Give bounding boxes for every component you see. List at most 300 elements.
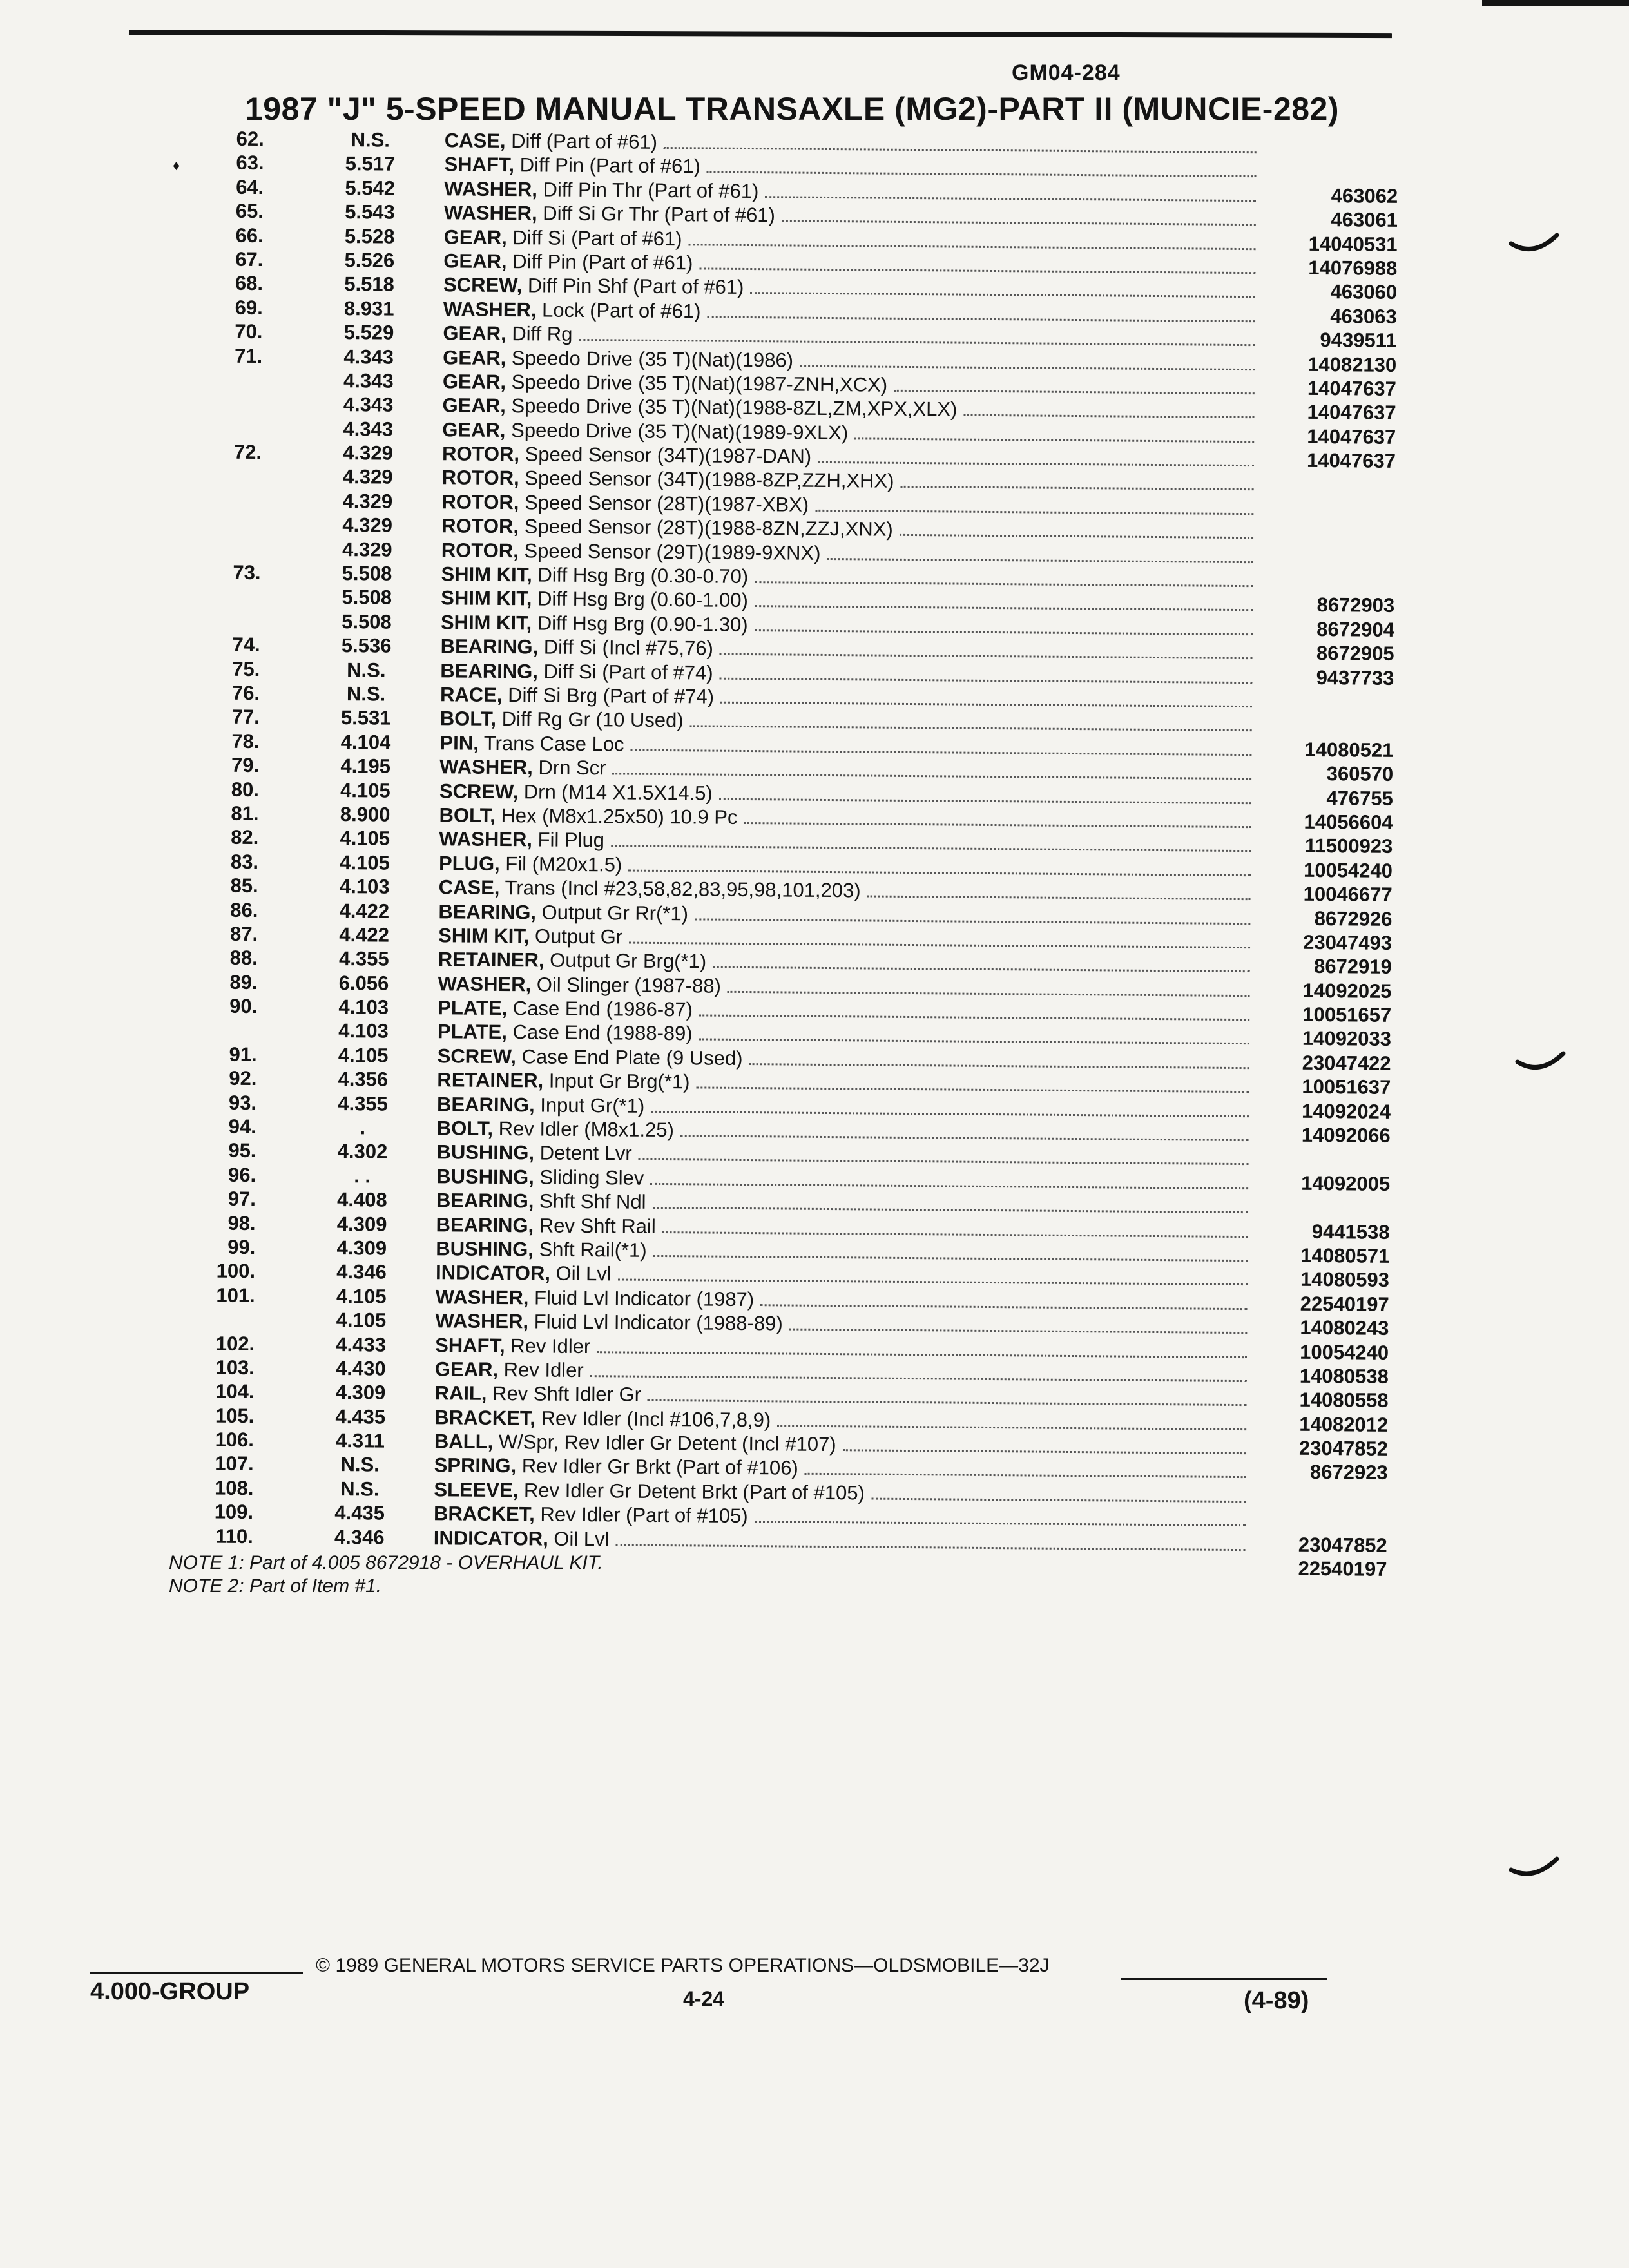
part-name: WASHER, — [444, 177, 538, 201]
part-number: 14047637 — [1307, 376, 1396, 400]
part-number: 14080593 — [1300, 1268, 1390, 1292]
item-number: 98. — [227, 1211, 256, 1235]
dot-leader — [760, 1304, 1248, 1310]
part-detail: Case End (1986-87) — [512, 997, 693, 1021]
group-number: . — [360, 1116, 366, 1139]
part-name: WASHER, — [443, 201, 537, 225]
dot-leader — [800, 365, 1255, 370]
group-number: 4.355 — [338, 947, 389, 970]
dot-leader — [871, 1497, 1246, 1503]
group-number: 4.105 — [340, 850, 390, 874]
part-detail: Diff Hsg Brg (0.30-0.70) — [537, 563, 749, 588]
group-number: N.S. — [340, 1477, 380, 1501]
part-name: INDICATOR, — [433, 1526, 548, 1550]
dot-leader — [662, 1231, 1248, 1238]
part-number — [1260, 544, 1395, 546]
part-number: 14080243 — [1300, 1316, 1389, 1340]
item-number: 71. — [234, 344, 263, 367]
dot-leader — [639, 1158, 1249, 1165]
dot-leader — [720, 653, 1253, 659]
group-number: 4.343 — [343, 369, 394, 392]
part-name: GEAR, — [442, 418, 506, 441]
stray-mark-icon: ♦ — [173, 157, 180, 173]
part-number: 8672903 — [1316, 593, 1395, 617]
dot-leader — [755, 581, 1253, 587]
part-detail: Sliding Slev — [539, 1166, 644, 1189]
part-name: BEARING, — [436, 1213, 534, 1237]
part-name: CASE, — [444, 129, 506, 153]
note-1: NOTE 1: Part of 4.005 8672918 - OVERHAUL KIT. — [169, 1552, 603, 1573]
part-number: 9441538 — [1311, 1220, 1390, 1244]
part-name: BALL, — [434, 1430, 494, 1454]
part-number — [1263, 135, 1398, 136]
part-number: 14080521 — [1304, 738, 1394, 762]
part-detail: Speed Sensor (28T)(1987-XBX) — [524, 491, 809, 516]
part-detail: Diff Pin Thr (Part of #61) — [543, 178, 759, 202]
part-name: BRACKET, — [434, 1405, 536, 1430]
group-number: 5.508 — [342, 586, 392, 610]
part-number: 360570 — [1326, 762, 1394, 786]
footer-rule-right — [1121, 1978, 1327, 1980]
group-number: 5.526 — [344, 249, 395, 272]
part-detail: Rev Shft Idler Gr — [492, 1382, 642, 1407]
dot-leader — [690, 726, 1252, 732]
part-name: BEARING, — [436, 1189, 534, 1213]
part-number — [1258, 713, 1394, 715]
group-number: 4.343 — [343, 417, 394, 441]
dot-leader — [579, 339, 1255, 346]
part-name: SPRING, — [434, 1454, 517, 1477]
footer-group: 4.000-GROUP — [90, 1978, 250, 2005]
dot-leader — [707, 316, 1255, 322]
part-number: 23047493 — [1303, 930, 1393, 954]
part-name: SLEEVE, — [434, 1478, 519, 1502]
dot-leader — [755, 1521, 1246, 1526]
dot-leader — [653, 1255, 1248, 1262]
group-number: 4.103 — [338, 1019, 389, 1043]
part-number — [1260, 568, 1395, 570]
part-name: GEAR, — [442, 394, 506, 418]
item-number: 107. — [215, 1452, 254, 1475]
part-detail: Fluid Lvl Indicator (1988-89) — [534, 1310, 783, 1335]
part-name: GEAR, — [443, 249, 507, 273]
dot-leader — [696, 1087, 1249, 1093]
part-name: GEAR, — [443, 345, 506, 369]
part-detail: Rev Idler Gr Brkt (Part of #106) — [521, 1454, 798, 1480]
group-number: 4.105 — [336, 1309, 387, 1332]
part-detail: Rev Idler — [510, 1334, 591, 1358]
group-number: . . — [354, 1164, 371, 1187]
part-number: 8672919 — [1313, 955, 1392, 979]
part-number: 14082012 — [1299, 1412, 1389, 1436]
part-name: BOLT, — [436, 1117, 494, 1140]
part-name: SCREW, — [437, 1044, 517, 1068]
part-number: 10051657 — [1302, 1003, 1392, 1026]
group-number: 5.536 — [341, 634, 392, 657]
part-detail: Case End (1988-89) — [512, 1021, 693, 1045]
item-number: 86. — [230, 898, 258, 921]
group-number: 8.931 — [343, 296, 394, 320]
group-number: 4.422 — [339, 899, 390, 923]
part-number: 10054240 — [1303, 858, 1393, 882]
top-rule — [129, 30, 1392, 38]
dot-leader — [664, 147, 1257, 153]
group-number: 4.103 — [339, 875, 390, 898]
part-name: ROTOR, — [441, 514, 519, 538]
part-number: 14056604 — [1304, 810, 1393, 834]
dot-leader — [650, 1183, 1248, 1189]
part-detail: Input Gr Brg(*1) — [548, 1069, 690, 1093]
dot-leader — [699, 1039, 1249, 1045]
item-number: 74. — [232, 633, 260, 657]
part-detail: Diff Si (Part of #74) — [543, 660, 713, 684]
part-number: 14092066 — [1301, 1123, 1391, 1147]
part-detail: Hex (M8x1.25x50) 10.9 Pc — [501, 803, 738, 829]
check-mark-icon — [1508, 1856, 1559, 1881]
item-number: 100. — [216, 1259, 256, 1283]
item-number: 99. — [227, 1235, 256, 1259]
dot-leader — [789, 1329, 1248, 1334]
group-number: 5.529 — [343, 321, 394, 344]
item-number — [172, 391, 262, 392]
part-name: WASHER, — [439, 827, 533, 851]
group-number: 6.056 — [338, 971, 389, 995]
group-number: 4.408 — [336, 1188, 387, 1211]
dot-leader — [629, 941, 1250, 948]
group-number: 4.430 — [335, 1356, 386, 1380]
dot-leader — [765, 196, 1256, 202]
part-detail: Fluid Lvl Indicator (1987) — [534, 1286, 755, 1311]
check-mark-icon — [1508, 232, 1559, 258]
group-number: 5.542 — [345, 176, 396, 200]
part-detail: Diff Si (Incl #75,76) — [543, 635, 714, 660]
part-name: PIN, — [439, 731, 479, 754]
dot-leader — [805, 1473, 1246, 1478]
part-detail: Trans (Incl #23,58,82,83,95,98,101,203) — [505, 876, 861, 902]
part-name: BUSHING, — [436, 1237, 534, 1261]
part-number: 14092024 — [1301, 1099, 1391, 1123]
group-number — [311, 1549, 408, 1550]
dot-leader — [618, 1279, 1248, 1286]
part-name: ROTOR, — [441, 490, 519, 514]
item-number: 95. — [228, 1139, 256, 1162]
part-number: 9437733 — [1316, 666, 1394, 689]
part-name: SHIM KIT, — [438, 924, 530, 948]
part-number: 14047637 — [1307, 425, 1396, 448]
part-number: 8672904 — [1316, 617, 1395, 641]
group-number: 4.356 — [338, 1068, 389, 1091]
part-name: RAIL, — [434, 1381, 487, 1405]
group-number: 4.343 — [343, 345, 394, 369]
part-name: BUSHING, — [436, 1140, 535, 1164]
part-detail: W/Spr, Rev Idler Gr Detent (Incl #107) — [498, 1430, 836, 1456]
page-title: 1987 "J" 5-SPEED MANUAL TRANSAXLE (MG2)-PART II (MUNCIE-282) — [245, 91, 1340, 127]
part-name: SHAFT, — [444, 153, 515, 177]
item-number: 91. — [229, 1043, 257, 1066]
group-number: 4.105 — [340, 778, 390, 802]
dot-leader — [755, 629, 1253, 635]
part-number: 10054240 — [1300, 1340, 1389, 1364]
dot-leader — [613, 773, 1252, 780]
item-number: 83. — [230, 850, 259, 873]
group-number: 4.105 — [340, 827, 390, 850]
part-number: 23047852 — [1298, 1436, 1389, 1460]
group-number: 4.422 — [339, 923, 390, 947]
dot-leader — [652, 1207, 1248, 1213]
group-number: N.S. — [347, 658, 386, 682]
item-number: 110. — [215, 1524, 253, 1548]
part-detail: Diff Si (Part of #61) — [512, 226, 682, 250]
part-detail: Rev Shft Rail — [539, 1214, 656, 1238]
group-number: 4.329 — [342, 537, 392, 561]
part-name: RETAINER, — [438, 948, 545, 972]
part-detail: Rev Idler — [503, 1358, 584, 1381]
dot-leader — [755, 606, 1253, 611]
part-detail: Detent Lvr — [539, 1141, 632, 1166]
part-name: WASHER, — [443, 298, 537, 322]
part-number: 10051637 — [1302, 1075, 1391, 1099]
footer-copyright: © 1989 GENERAL MOTORS SERVICE PARTS OPERATIONS—OLDSMOBILE—32J — [316, 1955, 1050, 1976]
part-detail: Output Gr Brg(*1) — [550, 948, 707, 973]
dot-leader — [651, 1110, 1249, 1117]
group-number: 4.343 — [343, 393, 394, 416]
item-number — [170, 608, 260, 609]
dot-leader — [699, 1015, 1249, 1021]
group-number: 4.302 — [337, 1140, 388, 1164]
group-number: 4.309 — [336, 1212, 387, 1236]
group-number: 4.329 — [342, 514, 393, 537]
group-number: 4.433 — [336, 1332, 387, 1356]
part-name: SHIM KIT, — [441, 586, 532, 610]
dot-leader — [843, 1449, 1246, 1454]
dot-leader — [900, 534, 1253, 539]
dot-leader — [707, 171, 1257, 178]
part-detail: Output Gr — [534, 925, 623, 948]
dot-leader — [720, 702, 1252, 707]
dot-leader — [818, 461, 1254, 466]
dot-leader — [628, 869, 1251, 876]
item-number: 101. — [216, 1283, 255, 1307]
part-number — [1252, 1508, 1387, 1509]
item-number: 72. — [233, 440, 262, 464]
part-detail: Rev Idler (Incl #106,7,8,9) — [541, 1407, 771, 1432]
part-detail: Rev Idler Gr Detent Brkt (Part of #105) — [523, 1479, 865, 1504]
item-number: 106. — [215, 1428, 255, 1452]
part-name: BEARING, — [436, 1092, 535, 1117]
part-name: GEAR, — [434, 1358, 499, 1381]
part-detail: Rev Idler (Part of #105) — [540, 1503, 748, 1528]
part-name: SHAFT, — [435, 1333, 505, 1357]
group-number: 4.435 — [335, 1405, 386, 1428]
part-detail: Drn Scr — [538, 756, 606, 780]
part-detail: Diff Si Brg (Part of #74) — [508, 684, 715, 708]
dot-leader — [777, 1425, 1246, 1430]
part-number: 476755 — [1326, 786, 1394, 810]
part-detail: Diff Hsg Brg (0.60-1.00) — [537, 587, 749, 612]
dot-leader — [695, 918, 1250, 925]
part-name: SCREW, — [439, 779, 519, 803]
dot-leader — [680, 1135, 1249, 1141]
footer-rule-left — [90, 1972, 303, 1974]
dot-leader — [744, 822, 1251, 828]
part-number: 14082130 — [1307, 352, 1397, 376]
part-name: BEARING, — [438, 899, 537, 923]
item-number: 96. — [227, 1163, 256, 1186]
group-number: 5.508 — [342, 562, 392, 585]
item-number: 63. — [236, 151, 264, 175]
group-number: 4.311 — [335, 1429, 385, 1452]
item-number: 87. — [229, 922, 258, 945]
part-name: BRACKET, — [433, 1502, 535, 1526]
part-detail: Case End Plate (9 Used) — [521, 1045, 743, 1070]
group-number: 5.508 — [342, 610, 392, 633]
part-name: GEAR, — [443, 322, 506, 345]
item-number: 85. — [230, 874, 258, 898]
part-number: 8672923 — [1309, 1461, 1388, 1485]
part-name: PLATE, — [437, 1020, 508, 1044]
part-detail: Oil Slinger (1987-88) — [536, 973, 722, 997]
group-number: 4.195 — [340, 754, 391, 778]
group-number: 4.346 — [336, 1260, 387, 1284]
part-detail: Speed Sensor (29T)(1989-9XNX) — [524, 539, 821, 564]
item-number: 102. — [215, 1332, 255, 1355]
part-name: BEARING, — [440, 635, 539, 658]
part-detail: Speedo Drive (35 T)(Nat)(1987-ZNH,XCX) — [511, 370, 888, 396]
item-number: 75. — [232, 657, 260, 680]
item-number: 70. — [235, 320, 263, 343]
group-number: N.S. — [340, 1453, 380, 1477]
dot-leader — [782, 220, 1256, 226]
item-number: 97. — [227, 1187, 256, 1211]
item-number: 82. — [231, 826, 259, 849]
part-number: 14047637 — [1306, 448, 1396, 472]
dot-leader — [615, 1544, 1245, 1551]
parts-list — [162, 126, 1398, 1581]
dot-leader — [963, 414, 1254, 419]
dot-leader — [597, 1351, 1247, 1358]
part-number — [1260, 496, 1396, 497]
item-number: 105. — [215, 1404, 255, 1427]
part-number: 11500923 — [1304, 834, 1393, 858]
group-number: 4.346 — [334, 1525, 385, 1549]
dot-leader — [728, 990, 1250, 996]
dot-leader — [590, 1375, 1247, 1382]
group-number: 5.543 — [345, 200, 395, 224]
part-name: BUSHING, — [436, 1165, 534, 1189]
dot-leader — [867, 896, 1251, 901]
part-number: 10046677 — [1303, 882, 1393, 906]
part-name: BEARING, — [440, 658, 539, 683]
part-name: ROTOR, — [441, 442, 520, 466]
part-number — [1263, 159, 1398, 160]
part-number: 463062 — [1331, 184, 1398, 207]
part-number: 14080538 — [1299, 1364, 1389, 1388]
group-number: 4.329 — [342, 465, 393, 489]
part-detail: Speedo Drive (35 T)(Nat)(1986) — [511, 346, 794, 372]
part-detail: Input Gr(*1) — [540, 1093, 645, 1117]
group-number: 4.105 — [336, 1284, 387, 1308]
item-number: 79. — [231, 753, 260, 777]
group-number: 5.528 — [344, 224, 395, 248]
group-number: 5.518 — [344, 273, 395, 296]
part-detail: Shft Shf Ndl — [539, 1189, 646, 1213]
group-number: 4.329 — [343, 441, 393, 465]
item-number: 68. — [235, 272, 264, 295]
check-mark-icon — [1514, 1050, 1566, 1076]
part-detail: Drn (M14 X1.5X14.5) — [523, 780, 713, 805]
part-name: RACE, — [439, 683, 503, 707]
dot-leader — [749, 1063, 1249, 1069]
part-name: BOLT, — [439, 707, 497, 731]
part-name: BOLT, — [439, 803, 496, 827]
dot-leader — [894, 390, 1255, 394]
part-number: 22540197 — [1298, 1557, 1387, 1581]
group-number: 8.900 — [340, 802, 390, 826]
part-number: 463063 — [1330, 304, 1397, 328]
item-number: 89. — [229, 970, 258, 994]
part-name: PLUG, — [438, 851, 500, 875]
part-detail: Speed Sensor (34T)(1988-8ZP,ZZH,XHX) — [525, 466, 894, 493]
item-number — [171, 463, 262, 464]
item-number: 93. — [228, 1091, 257, 1114]
revision-date: (4-89) — [1244, 1987, 1309, 2014]
part-number: 8672905 — [1316, 642, 1394, 666]
item-number: 88. — [229, 947, 258, 970]
item-number: 90. — [229, 994, 258, 1018]
dot-leader — [611, 845, 1251, 852]
part-number: 14076988 — [1308, 256, 1398, 280]
dot-leader — [854, 437, 1254, 443]
part-number: 14040531 — [1308, 232, 1398, 256]
part-detail: Fil Plug — [537, 828, 605, 852]
dot-leader — [688, 244, 1255, 250]
group-number: 4.355 — [338, 1091, 389, 1115]
item-number: 62. — [236, 127, 264, 151]
part-name: SHIM KIT, — [440, 611, 532, 635]
item-number: 73. — [233, 561, 261, 584]
part-name: CASE, — [438, 876, 500, 899]
dot-leader — [815, 510, 1253, 515]
part-detail: Diff Pin (Part of #61) — [512, 250, 693, 274]
part-number: 463060 — [1330, 280, 1398, 304]
part-detail: Diff Pin Shf (Part of #61) — [527, 274, 744, 299]
item-number: 77. — [231, 706, 260, 729]
part-name: ROTOR, — [441, 466, 519, 490]
part-name: GEAR, — [443, 225, 507, 249]
part-detail: Diff Rg Gr (10 Used) — [501, 707, 684, 732]
dot-leader — [750, 292, 1255, 298]
part-name: WASHER, — [435, 1285, 529, 1309]
part-detail: Speedo Drive (35 T)(Nat)(1989-9XLX) — [510, 418, 849, 444]
group-number: 4.105 — [338, 1043, 389, 1067]
part-name: INDICATOR, — [435, 1261, 551, 1285]
item-number — [171, 536, 261, 537]
item-number: 104. — [215, 1379, 255, 1403]
part-number: 463061 — [1331, 208, 1398, 232]
part-number — [1260, 521, 1395, 522]
part-name: SHIM KIT, — [441, 562, 532, 586]
part-number: 8672926 — [1314, 907, 1393, 930]
part-detail: Diff Hsg Brg (0.90-1.30) — [537, 611, 748, 636]
item-number: 69. — [235, 296, 263, 319]
dot-leader — [713, 966, 1250, 973]
part-detail: Speedo Drive (35 T)(Nat)(1988-8ZL,ZM,XPX,XLX) — [511, 394, 958, 421]
part-detail: Trans Case Loc — [483, 731, 624, 756]
item-number: 92. — [229, 1066, 257, 1090]
part-detail: Speed Sensor (28T)(1988-8ZN,ZZJ,XNX) — [524, 515, 893, 541]
item-number — [172, 367, 262, 368]
top-rule-edge — [1482, 0, 1629, 6]
